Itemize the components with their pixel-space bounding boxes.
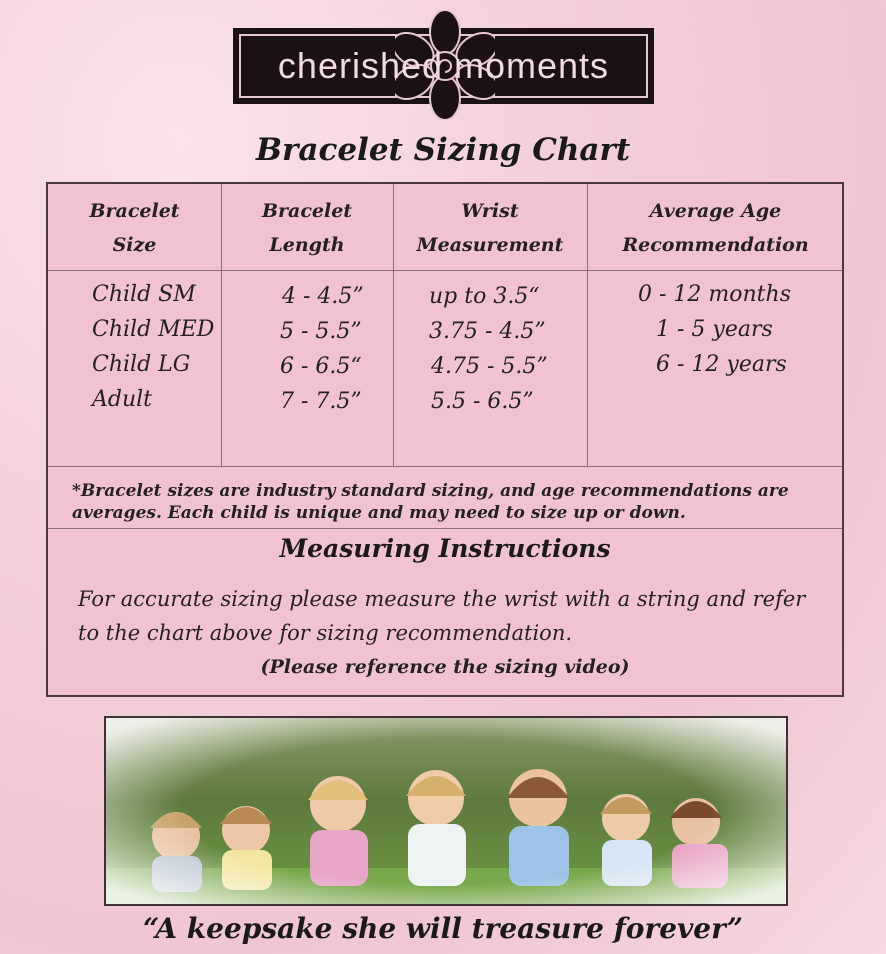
- length-cell: 4 - 4.5”: [282, 284, 364, 309]
- size-cell: Child LG: [92, 352, 191, 377]
- header-divider: [48, 270, 842, 271]
- logo-text: cherished moments: [277, 45, 610, 86]
- header-wrist-measurement: [393, 194, 587, 262]
- age-cell: 0 - 12 months: [638, 282, 791, 307]
- children-photo-illustration: [106, 718, 786, 904]
- header-line: Size: [112, 234, 157, 256]
- logo: [233, 28, 654, 104]
- wrist-cell: 4.75 - 5.5”: [431, 354, 548, 379]
- table-bottom-divider: [48, 466, 842, 467]
- page-title: Bracelet Sizing Chart: [255, 132, 631, 168]
- header-line: Bracelet: [261, 200, 353, 222]
- length-cell: 5 - 5.5”: [280, 319, 362, 344]
- header-bracelet-length: [221, 194, 393, 262]
- age-cell: 1 - 5 years: [656, 317, 773, 342]
- header-line: Wrist: [461, 200, 519, 222]
- instructions-reference: (Please reference the sizing video): [260, 656, 630, 678]
- wrist-cell: 3.75 - 4.5”: [429, 319, 546, 344]
- header-line: Average Age: [649, 200, 782, 222]
- length-cell: 7 - 7.5”: [280, 389, 362, 414]
- header-bracelet-size: [48, 194, 221, 262]
- header-line: Measurement: [416, 234, 564, 256]
- header-average-age: [587, 194, 844, 262]
- tagline-quote: “A keepsake she will treasure forever”: [143, 912, 743, 945]
- note-divider: [48, 528, 842, 529]
- wrist-cell: 5.5 - 6.5”: [431, 389, 534, 414]
- size-cell: Adult: [92, 387, 153, 412]
- instructions-title: Measuring Instructions: [279, 534, 611, 563]
- sizing-chart: [46, 182, 844, 697]
- size-cell: Child SM: [92, 282, 196, 307]
- header-line: Length: [269, 234, 345, 256]
- length-cell: 6 - 6.5“: [280, 354, 362, 379]
- wrist-cell: up to 3.5“: [429, 284, 540, 309]
- header-line: Bracelet: [89, 200, 180, 222]
- size-cell: Child MED: [92, 317, 215, 342]
- instructions-text: For accurate sizing please measure the wrist with a string and refer to the chart above for sizing recommendation.: [78, 587, 806, 645]
- header-line: Recommendation: [622, 234, 809, 256]
- sizing-note: *Bracelet sizes are industry standard sizing, and age recommendations are averages. Each child is unique and may need to size up or down.: [72, 481, 789, 523]
- children-photo: [104, 716, 788, 906]
- age-cell: 6 - 12 years: [656, 352, 787, 377]
